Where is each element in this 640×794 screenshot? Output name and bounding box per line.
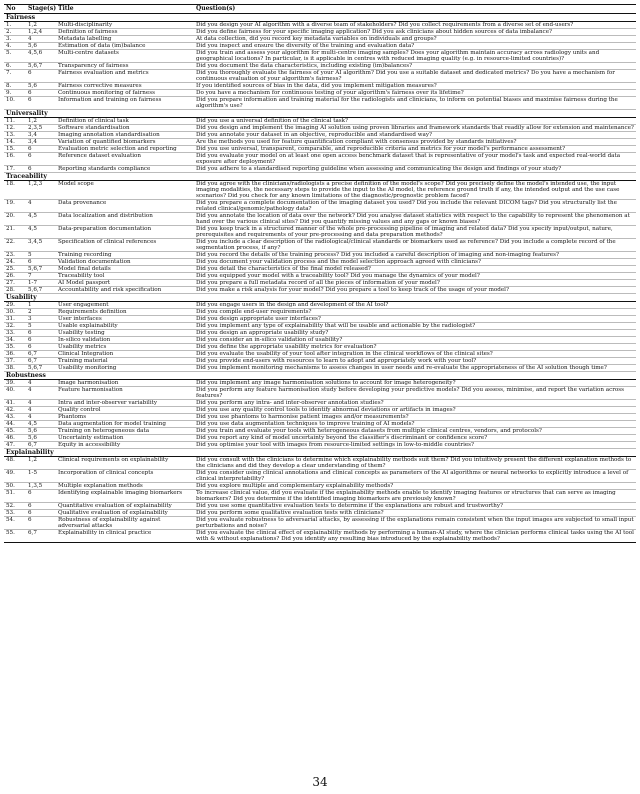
row-number: 38. — [4, 365, 26, 372]
row-question: Did you inspect and ensure the diversity of the training and evaluation data? — [194, 43, 636, 50]
row-question: Did you design and implement the imaging AI solution using proven libraries and framework standards that readily allow for extension and maintenance? — [194, 125, 636, 132]
row-stages: 5 — [26, 252, 56, 259]
row-title: Feature harmonisation — [56, 387, 194, 400]
row-question: Did you perform some qualitative evaluation tests with clinicians? — [194, 510, 636, 517]
row-question: Did you consider an in-silico validation of usability? — [194, 337, 636, 344]
section-title: Universality — [4, 110, 636, 118]
row-title: Software standardisation — [56, 125, 194, 132]
row-question: Did you report any kind of model uncertainty beyond the classifier's discriminant or confidence score? — [194, 435, 636, 442]
row-question: Did you optimise your tool with images from resource-limited settings in low-to-middle countries? — [194, 442, 636, 449]
row-stages: 5,6,7 — [26, 287, 56, 294]
row-stages: 6 — [26, 344, 56, 351]
row-question: At data collection, did you record key metadata variables on individuals and groups? — [194, 36, 636, 43]
row-title: Usable explainability — [56, 323, 194, 330]
header-no: No — [4, 5, 26, 14]
row-stages: 3,4 — [26, 132, 56, 139]
row-stages: 6 — [26, 517, 56, 530]
table-row — [4, 213, 636, 226]
row-title: Data-preparation documentation — [56, 226, 194, 239]
row-number: 2. — [4, 29, 26, 36]
row-title: Reference dataset evaluation — [56, 153, 194, 166]
row-question: Did you compile end-user requirements? — [194, 309, 636, 316]
row-number: 32. — [4, 323, 26, 330]
row-number: 18. — [4, 181, 26, 200]
table-row — [4, 36, 636, 43]
row-number: 54. — [4, 517, 26, 530]
row-number: 49. — [4, 470, 26, 483]
row-number: 26. — [4, 273, 26, 280]
row-title: In-silico validation — [56, 337, 194, 344]
row-stages: 3,4 — [26, 139, 56, 146]
table-row — [4, 470, 636, 483]
row-question: Did you keep track in a structured manner of the whole pre-processing pipeline of imaging and related data? Did you specify input/output, nature, prerequisites and requirements of your pre-processing and data preparation methods? — [194, 226, 636, 239]
table-row — [4, 90, 636, 97]
row-number: 41. — [4, 400, 26, 407]
row-number: 28. — [4, 287, 26, 294]
row-number: 11. — [4, 118, 26, 125]
row-question: Did you annotate the location of data over the network? Did you analyse dataset statistics with respect to the capability to represent the phenomenon at hand over the various clinical sites? Did you quantify missing values and any gaps or known biases? — [194, 213, 636, 226]
row-question: Did you adhere to a standardised reporting guideline when assessing and communicating the design and findings of your study? — [194, 166, 636, 173]
row-stages: 6 — [26, 70, 56, 83]
row-number: 6. — [4, 63, 26, 70]
row-question: Did you define the appropriate usability metrics for evaluation? — [194, 344, 636, 351]
row-title: Model scope — [56, 181, 194, 200]
row-number: 27. — [4, 280, 26, 287]
row-question: Did you include a clear description of the radiological/clinical standards or biomarkers used as reference? Did you include a complete record of the segmentation process, if any? — [194, 239, 636, 252]
row-question: Did you document your validation process and the model selection approach agreed with clinicians? — [194, 259, 636, 266]
row-stages: 5,6,7 — [26, 266, 56, 273]
table-row — [4, 43, 636, 50]
row-stages: 1,2,4 — [26, 29, 56, 36]
row-question: Did you document the data characteristics, including existing (im)balances? — [194, 63, 636, 70]
row-title: Estimation of data (im)balance — [56, 43, 194, 50]
table-row — [4, 226, 636, 239]
row-stages: 6 — [26, 503, 56, 510]
row-question: Did you train and assess your algorithm for multi-centre imaging samples? Does your algorithm maintain accuracy across radiology units and geographical locations? In particular, is it applicable in centres with reduced imaging quality (e.g. in resource-limited countries)? — [194, 50, 636, 63]
table-row — [4, 259, 636, 266]
table-row — [4, 280, 636, 287]
table-row — [4, 380, 636, 387]
row-question: Did you consult with the clinicians to determine which explainability methods suit them? Did you intuitively present the different explanation methods to the clinicians and did they develop a clear understanding of them? — [194, 457, 636, 470]
row-stages: 4,5 — [26, 226, 56, 239]
row-stages: 7 — [26, 273, 56, 280]
row-stages: 4 — [26, 407, 56, 414]
table-row — [4, 483, 636, 490]
table-row — [4, 181, 636, 200]
row-stages: 6 — [26, 330, 56, 337]
table-row — [4, 252, 636, 259]
row-title: Evaluation metric selection and reporting — [56, 146, 194, 153]
row-question: Did you perform any intra- and inter-observer annotation studies? — [194, 400, 636, 407]
table-row — [4, 442, 636, 449]
checklist-table — [4, 4, 636, 543]
table-row — [4, 421, 636, 428]
row-title: Reporting standards compliance — [56, 166, 194, 173]
table-row — [4, 273, 636, 280]
row-title: Incorporation of clinical concepts — [56, 470, 194, 483]
row-title: Training recording — [56, 252, 194, 259]
row-number: 15. — [4, 146, 26, 153]
row-title: Variation of quantified biomarkers — [56, 139, 194, 146]
row-stages: 2 — [26, 309, 56, 316]
row-stages: 1,2 — [26, 118, 56, 125]
row-title: User engagement — [56, 302, 194, 309]
row-title: Quality control — [56, 407, 194, 414]
table-row — [4, 407, 636, 414]
table-row — [4, 200, 636, 213]
table-row — [4, 344, 636, 351]
section-header — [4, 372, 636, 380]
row-stages: 6 — [26, 166, 56, 173]
row-title: Validation documentation — [56, 259, 194, 266]
row-question: Did you use any quality control tools to identify abnormal deviations or artifacts in images? — [194, 407, 636, 414]
row-number: 37. — [4, 358, 26, 365]
row-number: 16. — [4, 153, 26, 166]
row-question: Did you evaluate the clinical effect of explainability methods by performing a human-AI study, where the clinician performs clinical tasks using the AI tool with & without explanations? Did you identify any resulting bias introduced by the explainability methods? — [194, 530, 636, 543]
row-number: 7. — [4, 70, 26, 83]
row-question: Did you use phantoms to harmonise patient images and/or measurements? — [194, 414, 636, 421]
row-stages: 5,6 — [26, 83, 56, 90]
row-title: Identifying explainable imaging biomarkers — [56, 490, 194, 503]
row-question: Did you agree with the clinicians/radiologists a precise definition of the model's scope? Did you precisely define the model's intended use, the input imaging modalities, the necessary steps to provide the input to the AI model, the reference ground truth if any, the intended output and the use case scenarios? Did you check for any known limitations of the diagnostic/prognostic problem faced? — [194, 181, 636, 200]
table-row — [4, 70, 636, 83]
row-question: Did you consider using clinical annotations and clinical concepts as parameters of the AI algorithms or neural networks to explicitly introduce a level of clinical interpretability? — [194, 470, 636, 483]
row-title: Data localization and distribution — [56, 213, 194, 226]
row-question: Did you perform any feature harmonisation study before developing your predictive models? Did you assess, minimise, and report the variation across features? — [194, 387, 636, 400]
row-title: Equity in accessibility — [56, 442, 194, 449]
row-stages: 5 — [26, 323, 56, 330]
row-title: Continuous monitoring of fairness — [56, 90, 194, 97]
table-row — [4, 351, 636, 358]
row-question: Did you prepare a complete documentation of the imaging dataset you used? Did you include the relevant DICOM tags? Did you structurally list the related clinical/genomic/pathology data? — [194, 200, 636, 213]
row-title: Specification of clinical references — [56, 239, 194, 252]
row-question: Did you use some quantitative evaluation tests to determine if the explanations are robust and trustworthy? — [194, 503, 636, 510]
row-number: 20. — [4, 213, 26, 226]
row-question: Did you use universal, transparent, comparable, and reproducible criteria and metrics for your model's performance assessment? — [194, 146, 636, 153]
row-title: Usability metrics — [56, 344, 194, 351]
table-row — [4, 490, 636, 503]
row-number: 40. — [4, 387, 26, 400]
page-number: 34 — [312, 775, 328, 789]
table-row — [4, 29, 636, 36]
section-header — [4, 110, 636, 118]
row-number: 47. — [4, 442, 26, 449]
table-row — [4, 153, 636, 166]
section-title: Fairness — [4, 14, 636, 22]
row-question: Did you prepare a full metadata record of all the pieces of information of your model? — [194, 280, 636, 287]
table-row — [4, 387, 636, 400]
row-stages: 1,2 — [26, 22, 56, 29]
table-row — [4, 530, 636, 543]
row-number: 12. — [4, 125, 26, 132]
section-title: Usability — [4, 294, 636, 302]
row-question: Did you annotate your dataset in an objective, reproducible and standardised way? — [194, 132, 636, 139]
row-question: Did you use data augmentation techniques to improve training of AI models? — [194, 421, 636, 428]
row-stages: 1,3,5 — [26, 483, 56, 490]
row-number: 3. — [4, 36, 26, 43]
row-question: Did you explore multiple and complementary explainability methods? — [194, 483, 636, 490]
row-question: Did you detail the characteristics of the final model released? — [194, 266, 636, 273]
row-question: Did you make a risk analysis for your model? Did you prepare a tool to keep track of the usage of your model? — [194, 287, 636, 294]
table-row — [4, 309, 636, 316]
table-row — [4, 266, 636, 273]
row-question: Did you implement any type of explainability that will be usable and actionable by the radiologist? — [194, 323, 636, 330]
row-title: Uncertainty estimation — [56, 435, 194, 442]
row-stages: 6 — [26, 146, 56, 153]
row-stages: 4,5,6 — [26, 50, 56, 63]
row-number: 13. — [4, 132, 26, 139]
row-stages: 6 — [26, 90, 56, 97]
table-row — [4, 239, 636, 252]
row-question: Did you design appropriate user interfaces? — [194, 316, 636, 323]
row-number: 23. — [4, 252, 26, 259]
row-number: 29. — [4, 302, 26, 309]
row-question: Did you equipped your model with a traceability tool? Did you manage the dynamics of your model? — [194, 273, 636, 280]
row-title: Definition of clinical task — [56, 118, 194, 125]
row-stages: 5,6 — [26, 428, 56, 435]
row-stages: 6 — [26, 259, 56, 266]
row-question: Did you prepare information and training material for the radiologists and clinicians, to inform on potential biases and maximise fairness during the algorithm's use? — [194, 97, 636, 110]
row-stages: 6,7 — [26, 442, 56, 449]
row-stages: 4 — [26, 380, 56, 387]
row-stages: 3 — [26, 316, 56, 323]
row-title: Information and training on fairness — [56, 97, 194, 110]
row-number: 25. — [4, 266, 26, 273]
row-stages: 6,7 — [26, 530, 56, 543]
table-row — [4, 132, 636, 139]
row-number: 52. — [4, 503, 26, 510]
header-title: Title — [56, 5, 194, 14]
row-title: Requirements definition — [56, 309, 194, 316]
row-question: If you identified sources of bias in the data, did you implement mitigation measures? — [194, 83, 636, 90]
row-title: Multiple explanation methods — [56, 483, 194, 490]
table-row — [4, 365, 636, 372]
table-row — [4, 510, 636, 517]
table-row — [4, 503, 636, 510]
row-number: 42. — [4, 407, 26, 414]
row-title: Clinical Integration — [56, 351, 194, 358]
table-row — [4, 400, 636, 407]
row-number: 4. — [4, 43, 26, 50]
row-title: Fairness corrective measures — [56, 83, 194, 90]
row-question: To increase clinical value, did you evaluate if the explainability methods enable to identify imaging features or structures that can serve as imaging biomarkers? Did you determine if the identified imaging biomarkers are previously known? — [194, 490, 636, 503]
row-question: Did you record the details of the training process? Did you included a careful description of imaging and non-imaging features? — [194, 252, 636, 259]
row-number: 50. — [4, 483, 26, 490]
row-question: Are the methods you used for feature quantification compliant with consensus provided by standards initiatives? — [194, 139, 636, 146]
row-number: 14. — [4, 139, 26, 146]
row-title: Explainability in clinical practice — [56, 530, 194, 543]
header-stages: Stage(s) — [28, 5, 57, 12]
row-stages: 2,3,5 — [26, 125, 56, 132]
table-row — [4, 125, 636, 132]
table-row — [4, 22, 636, 29]
row-number: 24. — [4, 259, 26, 266]
table-row — [4, 63, 636, 70]
row-stages: 4 — [26, 400, 56, 407]
row-number: 19. — [4, 200, 26, 213]
row-title: Phantoms — [56, 414, 194, 421]
row-question: Did you design your AI algorithm with a diverse team of stakeholders? Did you collect requirements from a diverse set of end-users? — [194, 22, 636, 29]
row-number: 45. — [4, 428, 26, 435]
row-title: Multi-disciplinarity — [56, 22, 194, 29]
row-number: 22. — [4, 239, 26, 252]
row-stages: 5,6,7 — [26, 63, 56, 70]
row-number: 36. — [4, 351, 26, 358]
row-stages: 6 — [26, 510, 56, 517]
row-title: Data provenance — [56, 200, 194, 213]
row-number: 46. — [4, 435, 26, 442]
row-stages: 6,7 — [26, 358, 56, 365]
table-row — [4, 358, 636, 365]
row-number: 53. — [4, 510, 26, 517]
row-stages: 4 — [26, 414, 56, 421]
row-stages: 4 — [26, 387, 56, 400]
row-number: 17. — [4, 166, 26, 173]
row-stages: 1-7 — [26, 280, 56, 287]
row-title: Usability monitoring — [56, 365, 194, 372]
row-stages: 6 — [26, 490, 56, 503]
row-title: User interfaces — [56, 316, 194, 323]
section-header — [4, 294, 636, 302]
row-number: 35. — [4, 344, 26, 351]
row-number: 10. — [4, 97, 26, 110]
row-title: Training on heterogeneous data — [56, 428, 194, 435]
table-row — [4, 97, 636, 110]
row-question: Did you implement monitoring mechanisms to assess changes in user needs and re-evaluate the appropriateness of the AI solution though time? — [194, 365, 636, 372]
table-row — [4, 50, 636, 63]
row-number: 44. — [4, 421, 26, 428]
table-row — [4, 316, 636, 323]
table-row — [4, 139, 636, 146]
row-question: Did you implement any image harmonisation solutions to account for image heterogeneity? — [194, 380, 636, 387]
row-number: 33. — [4, 330, 26, 337]
row-stages: 4,5 — [26, 421, 56, 428]
section-title: Traceability — [4, 173, 636, 181]
row-title: Data augmentation for model training — [56, 421, 194, 428]
header-questions: Question(s) — [194, 5, 636, 14]
row-title: Traceability tool — [56, 273, 194, 280]
row-stages: 3,4,5 — [26, 239, 56, 252]
row-title: Quantitative evaluation of explainability — [56, 503, 194, 510]
row-stages: 4,5 — [26, 213, 56, 226]
row-stages: 6 — [26, 337, 56, 344]
row-stages: 1,2,3 — [26, 181, 56, 200]
row-number: 55. — [4, 530, 26, 543]
row-question: Did you train and evaluate your tools with heterogeneous datasets from multiple clinical centres, vendors, and protocols? — [194, 428, 636, 435]
row-title: Qualitative evaluation of explainability — [56, 510, 194, 517]
table-header-row — [4, 5, 636, 14]
row-number: 1. — [4, 22, 26, 29]
row-stages: 4 — [26, 36, 56, 43]
table-row — [4, 337, 636, 344]
row-number: 34. — [4, 337, 26, 344]
table-row — [4, 414, 636, 421]
row-question: Do you have a mechanism for continuous testing of your algorithm's fairness over its lifetime? — [194, 90, 636, 97]
table-row — [4, 428, 636, 435]
row-number: 30. — [4, 309, 26, 316]
table-row — [4, 118, 636, 125]
row-stages: 4 — [26, 200, 56, 213]
table-row — [4, 457, 636, 470]
row-stages: 6,7 — [26, 351, 56, 358]
row-question: Did you define fairness for your specific imaging application? Did you ask clinicians about hidden sources of data imbalance? — [194, 29, 636, 36]
row-stages: 5,6,7 — [26, 365, 56, 372]
row-number: 8. — [4, 83, 26, 90]
row-number: 51. — [4, 490, 26, 503]
row-title: Robustness of explainability against adversarial attacks — [56, 517, 194, 530]
row-number: 48. — [4, 457, 26, 470]
row-title: Metadata labelling — [56, 36, 194, 43]
table-row — [4, 323, 636, 330]
row-number: 39. — [4, 380, 26, 387]
row-question: Did you thoroughly evaluate the fairness of your AI algorithm? Did you use a suitable dataset and dedicated metrics? Do you have a mechanism for continuous evaluation of your algorithm's fairness? — [194, 70, 636, 83]
table-row — [4, 517, 636, 530]
row-number: 21. — [4, 226, 26, 239]
row-stages: 6 — [26, 153, 56, 166]
row-question: Did you evaluate your model on at least one open access benchmark dataset that is representative of your model's task and expected real-world data exposure after deployment? — [194, 153, 636, 166]
row-number: 5. — [4, 50, 26, 63]
row-title: AI Model passport — [56, 280, 194, 287]
section-header — [4, 14, 636, 22]
row-question: Did you use a universal definition of the clinical task? — [194, 118, 636, 125]
row-title: Image harmonisation — [56, 380, 194, 387]
row-title: Training material — [56, 358, 194, 365]
row-stages: 1 — [26, 302, 56, 309]
row-title: Imaging annotation standardisation — [56, 132, 194, 139]
section-header — [4, 449, 636, 457]
section-title: Explainability — [4, 449, 636, 457]
table-row — [4, 435, 636, 442]
table-row — [4, 302, 636, 309]
row-question: Did you evaluate robustness to adversarial attacks, by assessing if the explanations remain consistent when the input images are subjected to small input perturbations and noise? — [194, 517, 636, 530]
row-question: Did you design an appropriate usability study? — [194, 330, 636, 337]
row-title: Clinical requirements on explainability — [56, 457, 194, 470]
table-row — [4, 166, 636, 173]
section-title: Robustness — [4, 372, 636, 380]
row-question: Did you provide end-users with resources to learn to adopt and appropriately work with your tool? — [194, 358, 636, 365]
row-number: 43. — [4, 414, 26, 421]
row-title: Model final details — [56, 266, 194, 273]
table-row — [4, 287, 636, 294]
row-title: Accountability and risk specification — [56, 287, 194, 294]
table-row — [4, 330, 636, 337]
row-stages: 1-5 — [26, 470, 56, 483]
row-number: 9. — [4, 90, 26, 97]
row-question: Did you evaluate the usability of your tool after integration in the clinical workflows of the clinical sites? — [194, 351, 636, 358]
row-stages: 6 — [26, 97, 56, 110]
row-title: Definition of fairness — [56, 29, 194, 36]
section-header — [4, 173, 636, 181]
row-title: Intra and inter-observer variability — [56, 400, 194, 407]
row-stages: 5,6 — [26, 43, 56, 50]
table-body — [4, 14, 636, 543]
table-row — [4, 83, 636, 90]
row-stages: 1,2 — [26, 457, 56, 470]
table-row — [4, 146, 636, 153]
row-stages: 5,6 — [26, 435, 56, 442]
row-question: Did you engage users in the design and development of the AI tool? — [194, 302, 636, 309]
row-title: Fairness evaluation and metrics — [56, 70, 194, 83]
row-title: Usability testing — [56, 330, 194, 337]
row-number: 31. — [4, 316, 26, 323]
row-title: Transparency of fairness — [56, 63, 194, 70]
row-title: Multi-centre datasets — [56, 50, 194, 63]
